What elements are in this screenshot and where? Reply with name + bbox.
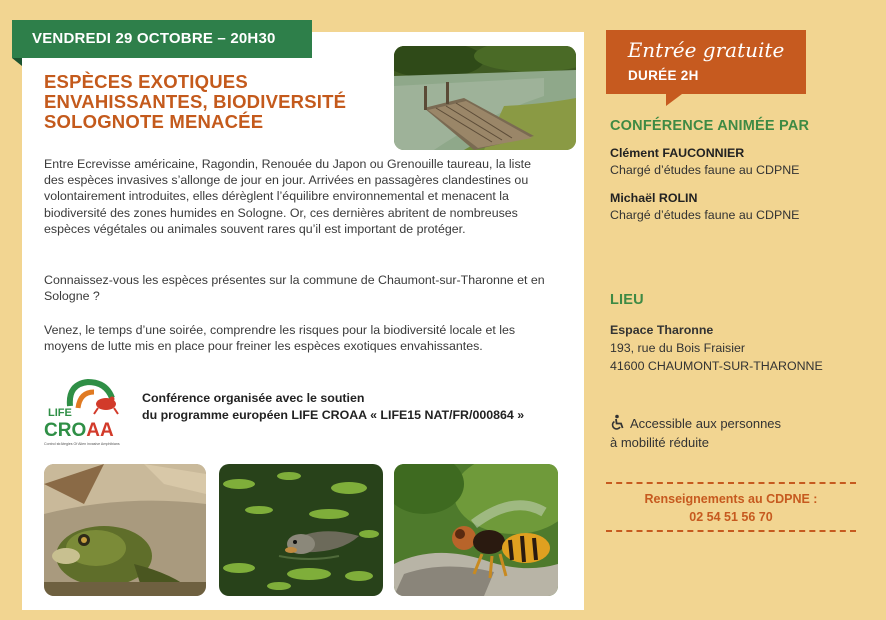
date-banner: VENDREDI 29 OCTOBRE – 20H30	[12, 20, 312, 58]
wheelchair-icon	[610, 414, 626, 430]
venue-heading: LIEU	[610, 292, 644, 308]
support-line-2: du programme européen LIFE CROAA « LIFE15 NAT/FR/000864 »	[142, 408, 525, 422]
hornet-photo	[394, 464, 558, 596]
venue-street: 193, rue du Bois Fraisier	[610, 341, 745, 355]
logo-cro-text: CRO	[44, 420, 87, 441]
speaker-2	[610, 191, 875, 222]
accessibility-note	[610, 414, 870, 452]
paragraph-intro: Entre Ecrevisse américaine, Ragondin, Renouée du Japon ou Grenouille taureau, la liste des espèces invasives s’allonge de jour en jour. Arrivées en passagères clandestines ou volontairement introduites, elles dérèglent l’équilibre environnemental et menacent la biodiversité des zones humides en Sologne. Or, ces dernières abritent de nombreuses espèces végétales ou animales souvent rares qu’il est important de protéger.	[44, 157, 531, 236]
pond-photo	[394, 46, 576, 150]
date-banner-fold	[12, 58, 22, 66]
bullfrog-photo	[44, 464, 206, 596]
info-divider-bottom	[606, 530, 856, 532]
free-entry-banner-tail	[666, 94, 682, 106]
speaker-role: Chargé d’études faune au CDPNE	[610, 163, 800, 177]
accessibility-line-1: Accessible aux personnes	[630, 416, 782, 431]
speaker-name: Michaël ROLIN	[610, 191, 698, 205]
support-line-1: Conférence organisée avec le soutien	[142, 391, 365, 405]
paragraph-question: Connaissez-vous les espèces présentes sur la commune de Chaumont-sur-Tharonne et en Sologne ?	[44, 273, 545, 304]
life-croaa-logo	[40, 378, 138, 448]
speaker-1	[610, 146, 875, 177]
speaker-name: Clément FAUCONNIER	[610, 146, 745, 160]
venue-city: 41600 CHAUMONT-SUR-THARONNE	[610, 359, 823, 373]
logo-aa-text: AA	[86, 420, 114, 441]
svg-text:CROAA	[44, 420, 114, 441]
support-statement	[142, 390, 572, 424]
speaker-role: Chargé d’études faune au CDPNE	[610, 208, 800, 222]
free-entry-label: Entrée gratuite	[627, 38, 785, 62]
coypu-photo	[219, 464, 383, 596]
free-entry-banner	[606, 30, 806, 94]
event-title: ESPÈCES EXOTIQUES ENVAHISSANTES, BIODIVERSITÉ SOLOGNOTE MENACÉE	[44, 71, 347, 132]
accessibility-line-2: à mobilité réduite	[610, 435, 709, 450]
venue-address	[610, 321, 875, 375]
contact-phone: 02 54 51 56 70	[689, 510, 773, 524]
venue-name: Espace Tharonne	[610, 323, 714, 337]
speakers-heading: CONFÉRENCE ANIMÉE PAR	[610, 118, 810, 134]
paragraph-invitation: Venez, le temps d’une soirée, comprendre les risques pour la biodiversité locale et les moyens de lutte mis en place pour freiner les espèces exotiques envahissantes.	[44, 323, 516, 354]
contact-info	[606, 490, 856, 526]
info-divider-top	[606, 482, 856, 484]
contact-label: Renseignements au CDPNE :	[644, 492, 818, 506]
logo-tagline: Control strAtegies Of Alien invasive Amphibians	[44, 442, 120, 446]
logo-life-text: LIFE	[48, 407, 72, 419]
duration-label: DURÉE 2H	[628, 68, 699, 83]
